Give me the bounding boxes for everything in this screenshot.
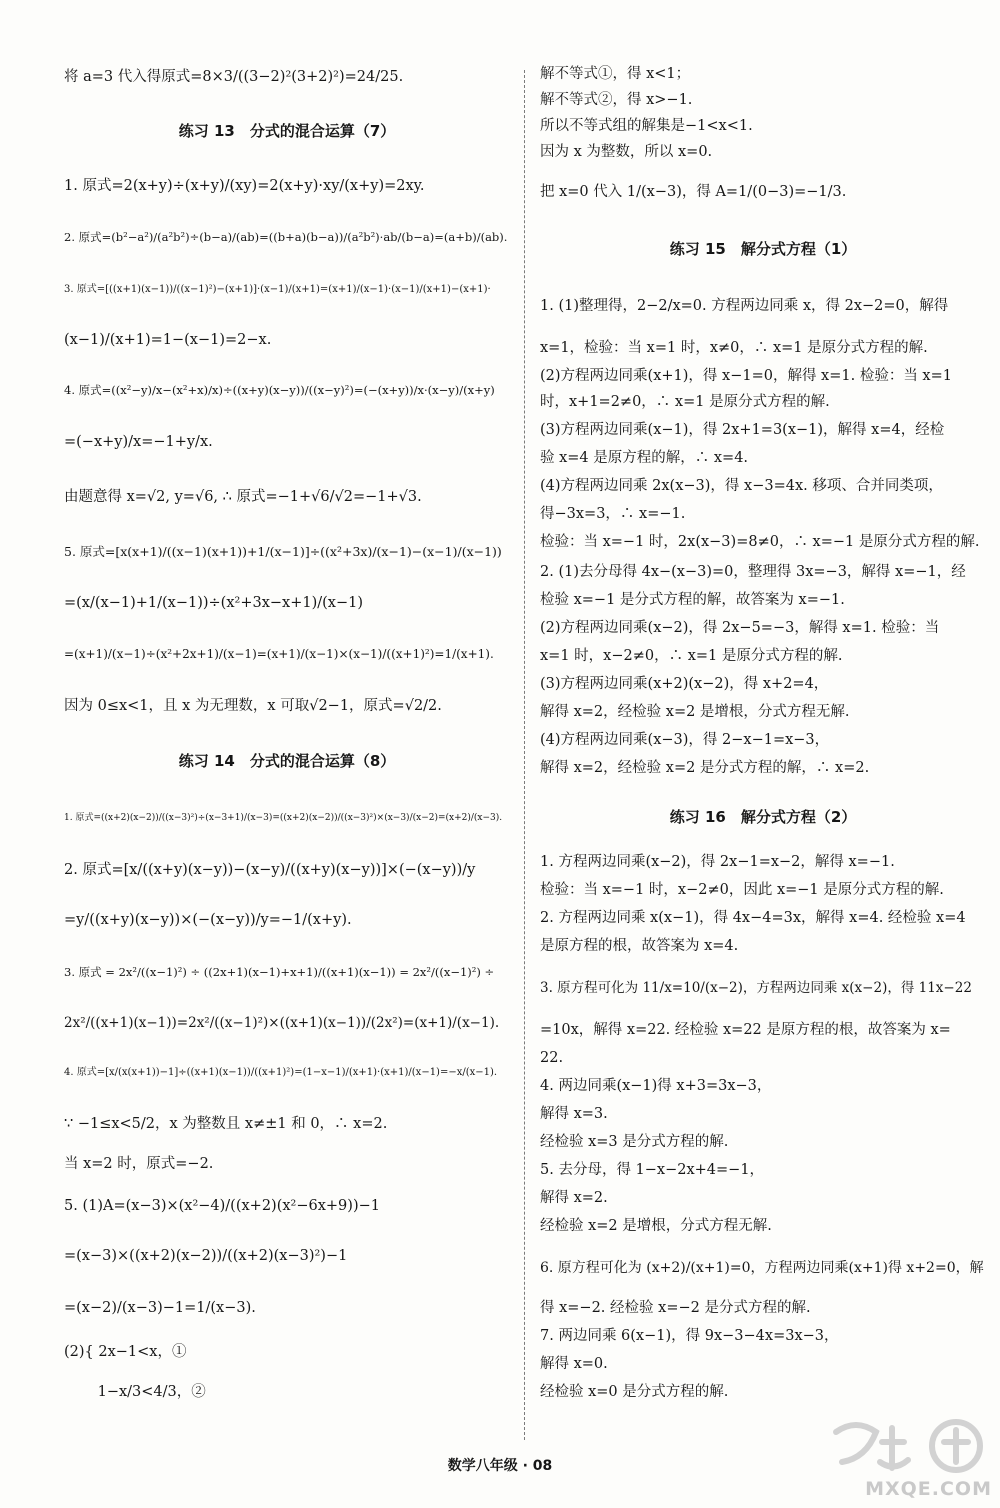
solution-line: 5. 原式=[x(x+1)/((x−1)(x+1))+1/(x−1)]÷((x²+3x)/(x−1)−(x−1)/(x−1)) <box>64 544 502 559</box>
solution-line: (4)方程两边同乘 2x(x−3)，得 x−3=4x. 移项、合并同类项， <box>540 478 943 494</box>
solution-line: x=1，检验：当 x=1 时，x≠0，∴ x=1 是原分式方程的解. <box>540 340 928 356</box>
solution-line: 4. 原式=((x²−y)/x−(x²+x)/x)÷((x+y)(x−y))/((x−y)²)=(−(x+y))/x·(x−y)/(x+y) <box>64 383 495 397</box>
solution-line: 解不等式①，得 x<1； <box>540 66 691 82</box>
solution-line: 1. 原式=2(x+y)÷(x+y)/(xy)=2(x+y)·xy/(x+y)=2xy. <box>64 178 425 194</box>
solution-line: (2){ 2x−1<x，① <box>64 1344 187 1360</box>
solution-line: 得−3x=3，∴ x=−1. <box>540 506 686 522</box>
solution-line: 将 a=3 代入得原式=8×3/((3−2)²(3+2)²)=24/25. <box>64 69 404 85</box>
solution-line: 3. 原方程可化为 11/x=10/(x−2)，方程两边同乘 x(x−2)，得 11x−22 <box>540 980 972 996</box>
solution-line: 解得 x=2. <box>540 1190 608 1206</box>
solution-line: =(x−2)/(x−3)−1=1/(x−3). <box>64 1300 256 1316</box>
solution-line: (3)方程两边同乘(x−1)，得 2x+1=3(x−1)，解得 x=4，经检 <box>540 422 945 438</box>
solution-line: 验 x=4 是原方程的解，∴ x=4. <box>540 450 749 466</box>
solution-line: 2. 方程两边同乘 x(x−1)，得 4x−4=3x，解得 x=4. 经检验 x=4 <box>540 910 966 926</box>
solution-line: 检验：当 x=−1 时，x−2≠0，因此 x=−1 是原分式方程的解. <box>540 882 944 898</box>
solution-line: 解得 x=0. <box>540 1356 608 1372</box>
solution-line: 22. <box>540 1050 564 1066</box>
solution-line: 解得 x=3. <box>540 1106 608 1122</box>
solution-line: 1. (1)整理得，2−2/x=0. 方程两边同乘 x，得 2x−2=0，解得 <box>540 298 949 314</box>
solution-line: 2x²/((x+1)(x−1))=2x²/((x−1)²)×((x+1)(x−1))/(2x²)=(x+1)/(x−1). <box>64 1015 500 1031</box>
solution-line: (2)方程两边同乘(x−2)，得 2x−5=−3，解得 x=1. 检验：当 <box>540 620 940 636</box>
solution-line: 5. (1)A=(x−3)×(x²−4)/((x+2)(x²−6x+9))−1 <box>64 1198 380 1214</box>
solution-line: 把 x=0 代入 1/(x−3)，得 A=1/(0−3)=−1/3. <box>540 184 847 200</box>
solution-line: 当 x=2 时，原式=−2. <box>64 1156 214 1172</box>
solution-line: =(x/(x−1)+1/(x−1))÷(x²+3x−x+1)/(x−1) <box>64 595 363 611</box>
solution-line: 检验 x=−1 是分式方程的解，故答案为 x=−1. <box>540 592 845 608</box>
section-title: 练习 14 分式的混合运算（8） <box>178 752 396 770</box>
solution-line: 2. 原式=(b²−a²)/(a²b²)÷(b−a)/(ab)=((b+a)(b−a))/(a²b²)·ab/(b−a)=(a+b)/(ab). <box>64 230 508 244</box>
solution-line: 经检验 x=2 是增根，分式方程无解. <box>540 1218 772 1234</box>
solution-line: 2. 原式=[x/((x+y)(x−y))−(x−y)/((x+y)(x−y))]×(−(x−y))/y <box>64 862 476 878</box>
solution-line: =y/((x+y)(x−y))×(−(x−y))/y=−1/(x+y). <box>64 912 352 928</box>
solution-line: =(x−3)×((x+2)(x−2))/((x+2)(x−3)²)−1 <box>64 1248 348 1264</box>
column-divider <box>524 70 525 1440</box>
solution-line: 经检验 x=0 是分式方程的解. <box>540 1384 729 1400</box>
solution-line: 得 x=−2. 经检验 x=−2 是分式方程的解. <box>540 1300 811 1316</box>
solution-line: 解得 x=2，经检验 x=2 是增根，分式方程无解. <box>540 704 850 720</box>
solution-line: 6. 原方程可化为 (x+2)/(x+1)=0，方程两边同乘(x+1)得 x+2=0，解 <box>540 1260 984 1276</box>
solution-line: 2. (1)去分母得 4x−(x−3)=0，整理得 3x=−3，解得 x=−1，经 <box>540 564 966 580</box>
solution-line: 4. 两边同乘(x−1)得 x+3=3x−3， <box>540 1078 772 1094</box>
solution-line: 所以不等式组的解集是−1<x<1. <box>540 118 753 134</box>
watermark-text: MXQE.COM <box>865 1478 992 1500</box>
solution-line: 检验：当 x=−1 时，2x(x−3)=8≠0，∴ x=−1 是原分式方程的解. <box>540 534 980 550</box>
watermark-logo <box>806 1412 998 1504</box>
solution-line: 时，x+1=2≠0，∴ x=1 是原分式方程的解. <box>540 394 830 410</box>
solution-line: (x−1)/(x+1)=1−(x−1)=2−x. <box>64 332 272 348</box>
solution-line: 经检验 x=3 是分式方程的解. <box>540 1134 729 1150</box>
solution-line: 4. 原式=[x/(x(x+1))−1]÷((x+1)(x−1))/((x+1)²)=(1−x−1)/(x+1)·(x+1)/(x−1)=−x/(x−1). <box>64 1067 498 1078</box>
solution-line: ∵ −1≤x<5/2，x 为整数且 x≠±1 和 0，∴ x=2. <box>64 1116 388 1132</box>
page-footer: 数学八年级 · 08 <box>447 1458 553 1474</box>
solution-line: 1−x/3<4/3，② <box>64 1384 206 1400</box>
solution-line: 因为 0≤x<1，且 x 为无理数，x 可取√2−1，原式=√2/2. <box>64 698 442 714</box>
section-title: 练习 16 解分式方程（2） <box>669 808 857 826</box>
solution-line: x=1 时，x−2≠0，∴ x=1 是原分式方程的解. <box>540 648 843 664</box>
solution-line: =(−x+y)/x=−1+y/x. <box>64 434 213 450</box>
solution-line: (4)方程两边同乘(x−3)，得 2−x−1=x−3， <box>540 732 830 748</box>
solution-line: (2)方程两边同乘(x+1)，得 x−1=0，解得 x=1. 检验：当 x=1 <box>540 368 952 384</box>
solution-line: 7. 两边同乘 6(x−1)，得 9x−3−4x=3x−3， <box>540 1328 839 1344</box>
solution-line: 3. 原式 = 2x²/((x−1)²) ÷ ((2x+1)(x−1)+x+1)/((x+1)(x−1)) = 2x²/((x−1)²) ÷ <box>64 965 495 979</box>
solution-line: 是原方程的根，故答案为 x=4. <box>540 938 739 954</box>
solution-line: 解不等式②，得 x>−1. <box>540 92 693 108</box>
solution-line: 解得 x=2，经检验 x=2 是分式方程的解，∴ x=2. <box>540 760 870 776</box>
solution-line: 1. 方程两边同乘(x−2)，得 2x−1=x−2，解得 x=−1. <box>540 854 895 870</box>
solution-line: 由题意得 x=√2, y=√6, ∴ 原式=−1+√6/√2=−1+√3. <box>64 489 422 505</box>
solution-line: =(x+1)/(x−1)÷(x²+2x+1)/(x−1)=(x+1)/(x−1)×(x−1)/((x+1)²)=1/(x+1). <box>64 647 494 661</box>
section-title: 练习 15 解分式方程（1） <box>669 240 857 258</box>
solution-line: 因为 x 为整数，所以 x=0. <box>540 144 713 160</box>
solution-line: 3. 原式=[((x+1)(x−1))/((x−1)²)−(x+1)]·(x−1)/(x+1)=(x+1)/(x−1)·(x−1)/(x+1)−(x+1)· <box>64 284 491 295</box>
solution-line: =10x，解得 x=22. 经检验 x=22 是原方程的根，故答案为 x= <box>540 1022 951 1038</box>
section-title: 练习 13 分式的混合运算（7） <box>178 122 396 140</box>
solution-line: (3)方程两边同乘(x+2)(x−2)，得 x+2=4， <box>540 676 829 692</box>
solution-line: 1. 原式=((x+2)(x−2))/((x−3)²)÷(x−3+1)/(x−3)=((x+2)(x−2))/((x−3)²)×(x−3)/(x−2)=(x+2)/(x−3). <box>64 813 503 823</box>
solution-line: 5. 去分母，得 1−x−2x+4=−1， <box>540 1162 765 1178</box>
